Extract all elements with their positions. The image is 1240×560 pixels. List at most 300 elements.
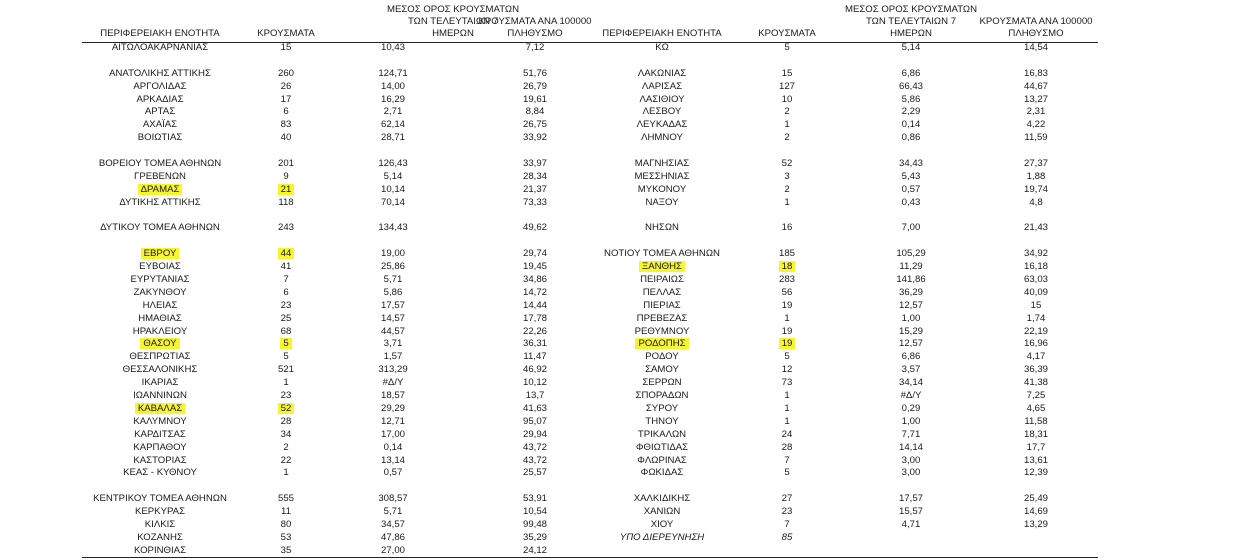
left-cell-cases <box>236 532 336 545</box>
left-cases-text: 6 <box>283 106 289 118</box>
left-cell-avg <box>343 261 443 274</box>
right-cell-per100k <box>986 377 1086 390</box>
right-cell-per100k <box>986 94 1086 107</box>
right-cell-region <box>582 274 742 287</box>
header-avg-line2: ΤΩΝ ΤΕΛΕΥΤΑΙΩΝ 7 <box>865 16 957 28</box>
left-cell-region <box>80 274 240 287</box>
right-avg-text: 0,29 <box>901 402 921 414</box>
left-cell-avg <box>343 300 443 313</box>
table-row <box>0 94 1240 107</box>
table-row <box>0 351 1240 364</box>
right-cases-text: 1 <box>784 119 790 131</box>
table-row <box>0 377 1240 390</box>
left-cell-region <box>80 287 240 300</box>
table-row <box>0 55 1240 68</box>
left-region-text: ΓΡΕΒΕΝΩΝ <box>134 170 186 182</box>
right-cell-cases <box>737 429 837 442</box>
right-cell-cases <box>737 274 837 287</box>
right-cases-text: 56 <box>781 286 793 298</box>
right-cell-avg <box>861 390 961 403</box>
right-cell-region <box>582 197 742 210</box>
left-cases-text: 7 <box>283 274 289 286</box>
table-row <box>0 416 1240 429</box>
right-region-text: ΧΑΛΚΙΔΙΚΗΣ <box>633 493 691 505</box>
left-region-text: ΗΜΑΘΙΑΣ <box>138 312 182 324</box>
left-region-text: ΖΑΚΥΝΘΟΥ <box>133 286 187 298</box>
left-cell-avg <box>343 390 443 403</box>
right-per100k-text: 16,83 <box>1023 67 1048 79</box>
left-cell-per100k <box>485 351 585 364</box>
table-row <box>0 158 1240 171</box>
left-cell-per100k <box>485 132 585 145</box>
right-cell-avg <box>861 68 961 81</box>
left-cell-cases <box>236 416 336 429</box>
right-cell-region <box>582 364 742 377</box>
right-cell-region <box>582 261 742 274</box>
right-cases-text: 1 <box>784 312 790 324</box>
right-cases-text: 5 <box>784 42 790 53</box>
right-per100k-text: 21,43 <box>1023 222 1048 234</box>
right-cell-per100k <box>986 171 1086 184</box>
right-cases-text: 5 <box>784 467 790 479</box>
left-cell-per100k <box>485 106 585 119</box>
right-cell-region <box>582 377 742 390</box>
right-cell-region <box>582 351 742 364</box>
left-cases-text: 22 <box>280 454 292 466</box>
right-cell-cases <box>737 455 837 468</box>
left-per100k-text: 33,97 <box>522 158 547 170</box>
right-cell-cases <box>737 197 837 210</box>
left-cases-text: 23 <box>280 390 292 402</box>
left-avg-text: 134,43 <box>378 222 408 234</box>
right-cases-text: 3 <box>784 170 790 182</box>
right-cell-avg <box>861 119 961 132</box>
left-region-text: ΑΙΤΩΛΟΑΚΑΡΝΑΝΙΑΣ <box>111 42 209 53</box>
left-cell-per100k <box>485 313 585 326</box>
right-avg-text: 15,57 <box>898 506 923 518</box>
left-cell-avg <box>343 158 443 171</box>
right-cell-avg <box>861 338 961 351</box>
right-cases-text: 185 <box>778 248 795 260</box>
left-cell-avg <box>343 94 443 107</box>
left-region-text: ΕΒΡΟΥ <box>141 248 180 259</box>
right-cell-per100k <box>986 248 1086 261</box>
left-cell-avg <box>343 338 443 351</box>
left-cell-per100k <box>485 300 585 313</box>
header-avg-line2: ΤΩΝ ΤΕΛΕΥΤΑΙΩΝ 7 <box>407 16 499 28</box>
table-row <box>0 42 1240 55</box>
right-cases-text: 10 <box>781 93 793 105</box>
left-avg-text: 5,71 <box>383 506 403 518</box>
left-cell-avg <box>343 248 443 261</box>
left-cases-text: 83 <box>280 119 292 131</box>
left-avg-text: 12,71 <box>380 415 405 427</box>
left-cell-avg <box>343 326 443 339</box>
right-cell-avg <box>861 467 961 480</box>
right-avg-text: 6,86 <box>901 351 921 363</box>
left-cases-text: 260 <box>277 67 294 79</box>
left-per100k-text: 99,48 <box>522 518 547 530</box>
left-avg-text: 3,71 <box>383 338 403 350</box>
left-avg-text: 308,57 <box>378 493 408 505</box>
right-cell-avg <box>861 326 961 339</box>
right-cell-per100k <box>986 467 1086 480</box>
left-per100k-text: 41,63 <box>522 402 547 414</box>
left-cell-per100k <box>485 119 585 132</box>
left-per100k-text: 53,91 <box>522 493 547 505</box>
right-region-text: ΠΕΛΛΑΣ <box>642 286 682 298</box>
left-cell-region <box>80 68 240 81</box>
left-region-text: ΗΡΑΚΛΕΙΟΥ <box>132 325 188 337</box>
left-cell-avg <box>343 68 443 81</box>
left-cell-cases <box>236 106 336 119</box>
right-per100k-text: 34,92 <box>1023 248 1048 260</box>
left-cases-text: 555 <box>277 493 294 505</box>
table-row <box>0 545 1240 558</box>
header-avg-7-days <box>841 4 981 41</box>
left-cell-avg <box>343 81 443 94</box>
left-per100k-text: 10,12 <box>522 377 547 389</box>
table-row <box>0 429 1240 442</box>
right-cell-per100k <box>986 455 1086 468</box>
left-cell-region <box>80 171 240 184</box>
right-cases-text: 2 <box>784 132 790 144</box>
right-avg-text: 34,43 <box>898 158 923 170</box>
left-region-text: ΚΙΛΚΙΣ <box>144 518 176 530</box>
left-cell-avg <box>343 429 443 442</box>
right-cell-per100k <box>986 519 1086 532</box>
left-avg-text: 126,43 <box>378 158 408 170</box>
right-cases-text: 1 <box>784 415 790 427</box>
left-cell-region <box>80 222 240 235</box>
left-per100k-text: 34,86 <box>522 274 547 286</box>
left-cases-text: 23 <box>280 299 292 311</box>
left-cell-cases <box>236 326 336 339</box>
right-per100k-text: 36,39 <box>1023 364 1048 376</box>
left-cases-text: 34 <box>280 428 292 440</box>
table-row <box>0 326 1240 339</box>
left-region-text: ΚΟΖΑΝΗΣ <box>137 531 183 543</box>
left-cases-text: 44 <box>278 248 295 259</box>
left-region-text: ΚΕΑΣ - ΚΥΘΝΟΥ <box>123 467 197 479</box>
right-cases-text: 7 <box>784 454 790 466</box>
left-avg-text: 29,29 <box>380 402 405 414</box>
left-cell-cases <box>236 197 336 210</box>
left-per100k-text: 29,74 <box>522 248 547 260</box>
left-cases-text: 11 <box>281 506 291 518</box>
right-cases-text: 24 <box>781 428 793 440</box>
left-cell-region <box>80 106 240 119</box>
right-avg-text: 0,43 <box>901 196 921 208</box>
header-region: ΠΕΡΙΦΕΡΕΙΑΚΗ ΕΝΟΤΗΤΑ <box>100 28 220 40</box>
right-avg-text: 5,43 <box>901 170 921 182</box>
left-cell-region <box>80 326 240 339</box>
left-cell-cases <box>236 94 336 107</box>
right-cell-cases <box>737 506 837 519</box>
right-cell-avg <box>861 42 961 55</box>
left-cases-text: 28 <box>280 415 292 427</box>
right-per100k-text: 13,61 <box>1023 454 1048 466</box>
right-region-text: ΜΥΚΟΝΟΥ <box>637 183 687 195</box>
left-region-text: ΚΑΒΑΛΑΣ <box>135 403 185 414</box>
left-cell-cases <box>236 403 336 416</box>
left-cell-region <box>80 81 240 94</box>
left-region-text: ΙΩΑΝΝΙΝΩΝ <box>133 390 187 402</box>
right-per100k-text: 22,19 <box>1023 325 1048 337</box>
left-cases-text: 25 <box>280 312 292 324</box>
right-cell-avg <box>861 106 961 119</box>
right-cell-per100k <box>986 68 1086 81</box>
right-cell-region <box>582 106 742 119</box>
right-per100k-text: 4,17 <box>1026 351 1046 363</box>
right-per100k-text: 1,88 <box>1026 170 1046 182</box>
left-cell-avg <box>343 313 443 326</box>
left-region-text: ΑΡΓΟΛΙΔΑΣ <box>133 80 187 92</box>
left-cases-text: 243 <box>277 222 294 234</box>
left-cell-cases <box>236 274 336 287</box>
left-cell-cases <box>236 455 336 468</box>
left-avg-text: 14,00 <box>380 80 405 92</box>
right-cell-cases <box>737 377 837 390</box>
right-cell-avg <box>861 506 961 519</box>
left-region-text: ΚΕΝΤΡΙΚΟΥ ΤΟΜΕΑ ΑΘΗΝΩΝ <box>93 493 227 505</box>
right-cases-text: 12 <box>781 364 793 376</box>
table-row <box>0 68 1240 81</box>
right-cell-cases <box>737 390 837 403</box>
right-cases-text: 19 <box>781 299 793 311</box>
right-cell-cases <box>737 416 837 429</box>
left-per100k-text: 25,57 <box>522 467 547 479</box>
left-cases-text: 15 <box>280 42 292 53</box>
left-region-text: ΕΥΡΥΤΑΝΙΑΣ <box>130 274 190 286</box>
left-cell-cases <box>236 222 336 235</box>
left-avg-text: 34,57 <box>380 518 405 530</box>
left-cell-per100k <box>485 467 585 480</box>
right-cell-region <box>582 300 742 313</box>
right-cell-per100k <box>986 338 1086 351</box>
right-cell-cases <box>737 287 837 300</box>
table-row <box>0 532 1240 545</box>
right-cell-cases <box>737 442 837 455</box>
right-cell-cases <box>737 493 837 506</box>
left-avg-text: 124,71 <box>378 67 408 79</box>
table-row <box>0 442 1240 455</box>
right-region-text: ΤΗΝΟΥ <box>645 415 679 427</box>
right-cell-avg <box>861 313 961 326</box>
left-cell-region <box>80 132 240 145</box>
right-cell-avg <box>861 248 961 261</box>
left-avg-text: 10,43 <box>380 42 405 53</box>
right-cell-region <box>582 455 742 468</box>
left-per100k-text: 19,45 <box>522 261 547 273</box>
left-cell-per100k <box>485 94 585 107</box>
table-row <box>0 197 1240 210</box>
left-cell-region <box>80 184 240 197</box>
left-cell-avg <box>343 403 443 416</box>
left-region-text: ΒΟΙΩΤΙΑΣ <box>137 132 183 144</box>
left-cases-text: 26 <box>280 80 292 92</box>
right-cases-text: 19 <box>781 325 793 337</box>
left-cell-region <box>80 416 240 429</box>
left-cell-avg <box>343 442 443 455</box>
left-cell-per100k <box>485 338 585 351</box>
left-per100k-text: 24,12 <box>522 544 547 556</box>
right-cases-text: 1 <box>784 402 790 414</box>
left-cell-per100k <box>485 429 585 442</box>
left-cell-cases <box>236 390 336 403</box>
left-avg-text: 14,57 <box>380 312 405 324</box>
right-avg-text: 36,29 <box>898 286 923 298</box>
right-cell-avg <box>861 132 961 145</box>
left-cell-cases <box>236 377 336 390</box>
left-cell-region <box>80 261 240 274</box>
left-cell-region <box>80 94 240 107</box>
left-cases-text: 80 <box>280 518 292 530</box>
left-avg-text: 17,57 <box>380 299 405 311</box>
right-cell-region <box>582 416 742 429</box>
left-cell-avg <box>343 467 443 480</box>
right-cell-cases <box>737 248 837 261</box>
left-cell-cases <box>236 132 336 145</box>
header-per100k-line2: ΠΛΗΘΥΣΜΟ <box>1008 28 1064 40</box>
right-cell-region <box>582 119 742 132</box>
left-avg-text: 5,86 <box>383 286 403 298</box>
right-avg-text: 11,29 <box>899 261 923 273</box>
left-avg-text: 16,29 <box>380 93 405 105</box>
right-avg-text: 1,00 <box>901 415 921 427</box>
right-cell-per100k <box>986 506 1086 519</box>
right-cell-per100k <box>986 184 1086 197</box>
table-row <box>0 210 1240 223</box>
left-avg-text: 2,71 <box>383 106 403 118</box>
left-cell-region <box>80 467 240 480</box>
right-cell-avg <box>861 364 961 377</box>
left-avg-text: 47,86 <box>380 531 405 543</box>
left-cell-region <box>80 545 240 558</box>
right-per100k-text: 4,65 <box>1026 402 1046 414</box>
left-cell-region <box>80 390 240 403</box>
right-cell-cases <box>737 351 837 364</box>
header-per100k-line1: ΚΡΟΥΣΜΑΤΑ ΑΝΑ 100000 <box>478 16 592 28</box>
right-cell-per100k <box>986 106 1086 119</box>
right-cell-cases <box>737 171 837 184</box>
right-cell-cases <box>737 42 837 55</box>
left-cell-cases <box>236 158 336 171</box>
right-cell-region <box>582 429 742 442</box>
right-cell-cases <box>737 184 837 197</box>
table-row <box>0 480 1240 493</box>
right-cell-region <box>582 171 742 184</box>
left-per100k-text: 21,37 <box>522 183 547 195</box>
left-per100k-text: 46,92 <box>522 364 547 376</box>
right-region-text: ΝΟΤΙΟΥ ΤΟΜΕΑ ΑΘΗΝΩΝ <box>604 248 720 260</box>
table-row <box>0 106 1240 119</box>
left-cases-text: 17 <box>280 93 292 105</box>
right-cell-avg <box>861 300 961 313</box>
table-row <box>0 364 1240 377</box>
left-cell-region <box>80 519 240 532</box>
right-per100k-text: 15 <box>1030 299 1042 311</box>
left-cell-per100k <box>485 42 585 55</box>
right-cell-region <box>582 313 742 326</box>
left-cell-avg <box>343 364 443 377</box>
right-cell-avg <box>861 442 961 455</box>
left-per100k-text: 26,79 <box>522 80 547 92</box>
right-per100k-text: 13,27 <box>1023 93 1048 105</box>
left-avg-text: 5,14 <box>383 170 403 182</box>
left-cell-region <box>80 429 240 442</box>
table-row <box>0 313 1240 326</box>
right-cell-region <box>582 287 742 300</box>
left-per100k-text: 8,84 <box>525 106 545 118</box>
right-cell-avg <box>861 493 961 506</box>
right-cell-per100k <box>986 300 1086 313</box>
right-cell-avg <box>861 351 961 364</box>
table-row <box>0 403 1240 416</box>
right-cell-per100k <box>986 351 1086 364</box>
left-cell-region <box>80 364 240 377</box>
left-cell-per100k <box>485 81 585 94</box>
right-cell-per100k <box>986 442 1086 455</box>
left-region-text: ΑΡΤΑΣ <box>144 106 176 118</box>
left-cell-avg <box>343 119 443 132</box>
right-cell-avg <box>861 81 961 94</box>
right-cell-per100k <box>986 403 1086 416</box>
left-cell-per100k <box>485 248 585 261</box>
left-cell-cases <box>236 364 336 377</box>
right-cell-region <box>582 493 742 506</box>
right-avg-text: 3,00 <box>901 467 921 479</box>
right-per100k-text: 4,22 <box>1026 119 1046 131</box>
right-avg-text: #Δ/Υ <box>900 390 922 402</box>
left-cell-region <box>80 42 240 55</box>
left-per100k-text: 29,94 <box>522 428 547 440</box>
left-cell-region <box>80 158 240 171</box>
right-cell-cases <box>737 261 837 274</box>
right-avg-text: 141,86 <box>896 274 926 286</box>
right-cell-avg <box>861 429 961 442</box>
left-cell-avg <box>343 184 443 197</box>
right-per100k-text: 41,38 <box>1023 377 1048 389</box>
left-cell-cases <box>236 429 336 442</box>
right-cell-per100k <box>986 197 1086 210</box>
left-cases-text: 118 <box>278 196 294 208</box>
left-cell-per100k <box>485 545 585 558</box>
left-cases-text: 1 <box>283 377 289 389</box>
right-region-text: ΧΙΟΥ <box>650 518 674 530</box>
table-row <box>0 274 1240 287</box>
right-avg-text: 1,00 <box>901 312 921 324</box>
left-per100k-text: 51,76 <box>522 67 547 79</box>
left-cases-text: 5 <box>280 338 291 349</box>
left-region-text: ΕΥΒΟΙΑΣ <box>139 261 181 273</box>
right-cases-text: 2 <box>784 106 790 118</box>
right-per100k-text: 13,29 <box>1023 518 1048 530</box>
left-cell-region <box>80 532 240 545</box>
left-cell-cases <box>236 467 336 480</box>
left-avg-text: 5,71 <box>383 274 403 286</box>
right-cell-per100k <box>986 158 1086 171</box>
right-per100k-text: 25,49 <box>1023 493 1048 505</box>
left-cell-avg <box>343 455 443 468</box>
left-cell-cases <box>236 68 336 81</box>
right-cell-region <box>582 506 742 519</box>
table-row <box>0 119 1240 132</box>
right-per100k-text: 18,31 <box>1023 428 1048 440</box>
left-cases-text: 21 <box>278 184 295 195</box>
left-cell-avg <box>343 377 443 390</box>
table-row <box>0 493 1240 506</box>
